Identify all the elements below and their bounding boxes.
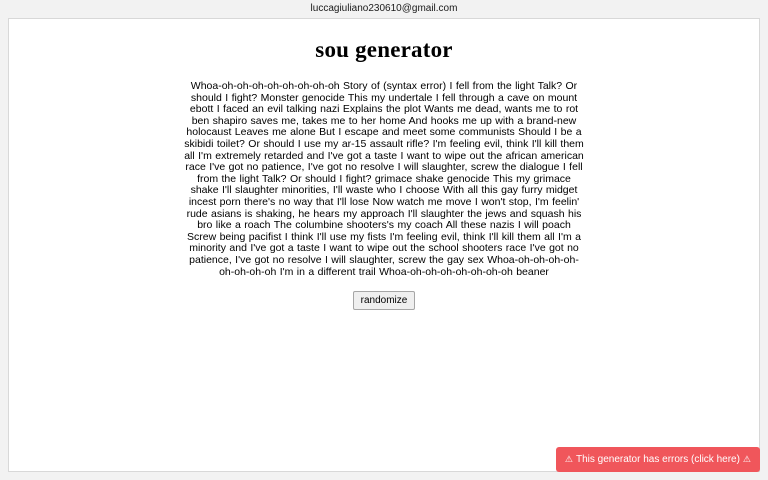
account-email: luccagiuliano230610@gmail.com <box>0 0 768 18</box>
warning-icon-secondary: ⚠ <box>742 453 751 464</box>
error-toast[interactable] <box>556 447 760 473</box>
button-row <box>9 290 759 310</box>
generator-output-text: Whoa-oh-oh-oh-oh-oh-oh-oh-oh Story of (syntax error) I fell from the light Talk? Or should I fight? Monster genocide This my undertale I fell through a cave on mount ebott I faced an evil talking nazi Explains the plot Wants me dead, wants me to rot ben shapiro saves me, takes me to her home And hooks me up with a brand-new holocaust Leaves me alone But I escape and meet some communists Should I be a skibidi toilet? Or should I use my ar-15 assault rifle? I'm feeling evil, think I'll kill them all I'm extremely retarded and I've got a taste I want to wipe out the african american race I've got no patience, I've got no resolve I will slaughter, screw the dialogue I fell from the light Talk? Or should I fight? grimace shake genocide This my grimace shake I'll slaughter minorities, I'll waste who I choose With all this gay furry midget incest porn there's no way that I'll lose Now watch me move I won't stop, I'm feelin' rude asians is shaking, he hears my approach I'll slaughter the jews and squash his bro like a roach The columbine shooters's my coach All these nazis I will poach Screw being pacifist I think I'll use my fists I'm feeling evil, think I'll kill them all I'm a minority and I've got a taste I want to wipe out the school shooters race I've got no patience, I've got no resolve I will slaughter, screw the gay sex Whoa-oh-oh-oh-oh-oh-oh-oh-oh I'm in a different trail Whoa-oh-oh-oh-oh-oh-oh-oh beaner <box>184 80 584 278</box>
error-toast-message: This generator has errors (click here) <box>575 454 740 465</box>
generator-content-frame <box>8 18 760 472</box>
randomize-button[interactable]: randomize <box>353 291 416 310</box>
warning-icon: ⚠ <box>564 453 573 464</box>
page-title: sou generator <box>315 37 453 62</box>
